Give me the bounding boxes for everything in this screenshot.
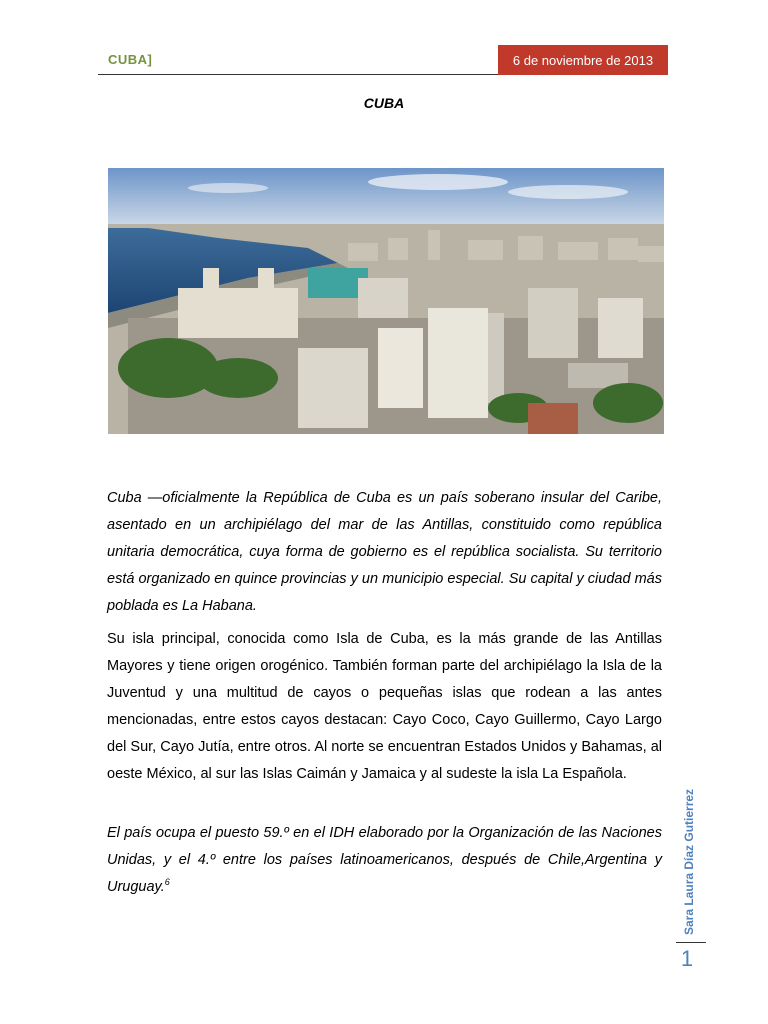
- footer-divider: [676, 942, 706, 943]
- paragraph-3-text: El país ocupa el puesto 59.º en el IDH elaborado por la Organización de las Naciones Unidas, y el 4.º entre los países latinoamericanos, después de Chile,Argentina y Uruguay.: [107, 825, 662, 895]
- author-name: Sara Laura Díaz Gutierrez: [682, 788, 696, 935]
- header-title: CUBA]: [108, 52, 153, 67]
- header-date: 6 de noviembre de 2013: [512, 52, 654, 68]
- footnote-ref[interactable]: 6: [164, 877, 170, 888]
- havana-photo: [108, 168, 664, 434]
- paragraph-2: Su isla principal, conocida como Isla de Cuba, es la más grande de las Antillas Mayores y tiene origen orogénico. También forman parte del archipiélago la Isla de la Juventud y una multitud de cayos o pequeñas islas que rodean a las antes mencionadas, entre estos cayos destacan: Cayo Coco, Cayo Guillermo, Cayo Largo del Sur, Cayo Jutía, entre otros. Al norte se encuentran Estados Unidos y Bahamas, al oeste México, al sur las Islas Caimán y Jamaica y al sudeste la isla La Española.: [107, 631, 662, 782]
- document-title: CUBA: [363, 95, 405, 111]
- header-divider: [98, 74, 498, 75]
- header-date-badge: [498, 45, 668, 75]
- paragraph-1: Cuba —oficialmente la República de Cuba es un país soberano insular del Caribe, asentado en un archipiélago del mar de las Antillas, constituido como república unitaria democrática, cuya forma de gobierno es el república socialista. Su territorio está organizado en quince provincias y un municipio especial. Su capital y ciudad más poblada es La Habana.: [107, 490, 662, 614]
- paragraph-3: [107, 820, 662, 901]
- page-number: 1: [680, 946, 694, 971]
